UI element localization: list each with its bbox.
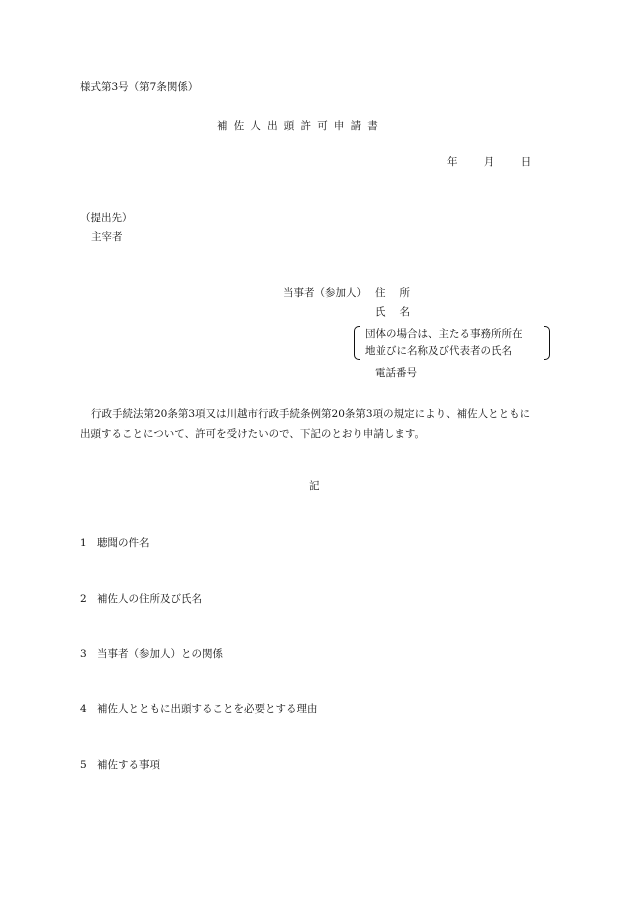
ki-heading: 記 <box>309 480 320 492</box>
recipient: 主宰者 <box>91 231 123 243</box>
submit-to-label: （提出先） <box>80 212 133 224</box>
list-item <box>80 758 160 772</box>
date-row <box>447 155 531 169</box>
item-label: 補佐する事項 <box>97 759 160 771</box>
list-item <box>80 592 202 606</box>
item-label: 当事者（参加人）との関係 <box>97 648 223 660</box>
form-number: 様式第3号（第7条関係） <box>80 81 199 93</box>
item-number: 2 <box>80 593 87 605</box>
name-label: 氏名 <box>375 306 424 318</box>
date-year-label: 年 <box>447 156 458 168</box>
address-label: 住所 <box>375 287 424 299</box>
list-item <box>80 536 150 550</box>
item-label: 聴聞の件名 <box>97 537 150 549</box>
group-note <box>354 325 550 360</box>
left-bracket <box>354 326 360 360</box>
item-label: 補佐人とともに出頭することを必要とする理由 <box>97 703 318 715</box>
group-note-line2: 地並びに名称及び代表者の氏名 <box>365 345 512 357</box>
list-item <box>80 702 318 716</box>
date-month-label: 月 <box>483 156 495 168</box>
right-bracket <box>544 326 550 360</box>
document-title: 補佐人出頭許可申請書 <box>217 120 384 132</box>
item-number: 3 <box>80 648 87 660</box>
list-item <box>80 647 223 661</box>
date-day-label: 日 <box>520 156 532 168</box>
body-text: 行政手続法第20条第3項又は川越市行政手続条例第20条第3項の規定により、補佐人とともに出頭することについて、許可を受けたいので、下記のとおり申請します。 <box>80 408 531 440</box>
group-note-line1: 団体の場合は、主たる事務所所在 <box>365 328 523 340</box>
item-number: 5 <box>80 759 87 771</box>
item-label: 補佐人の住所及び氏名 <box>97 593 202 605</box>
party-label: 当事者（参加人） <box>283 287 367 299</box>
item-number: 4 <box>80 703 87 715</box>
phone-label: 電話番号 <box>375 367 417 379</box>
item-number: 1 <box>80 537 87 549</box>
